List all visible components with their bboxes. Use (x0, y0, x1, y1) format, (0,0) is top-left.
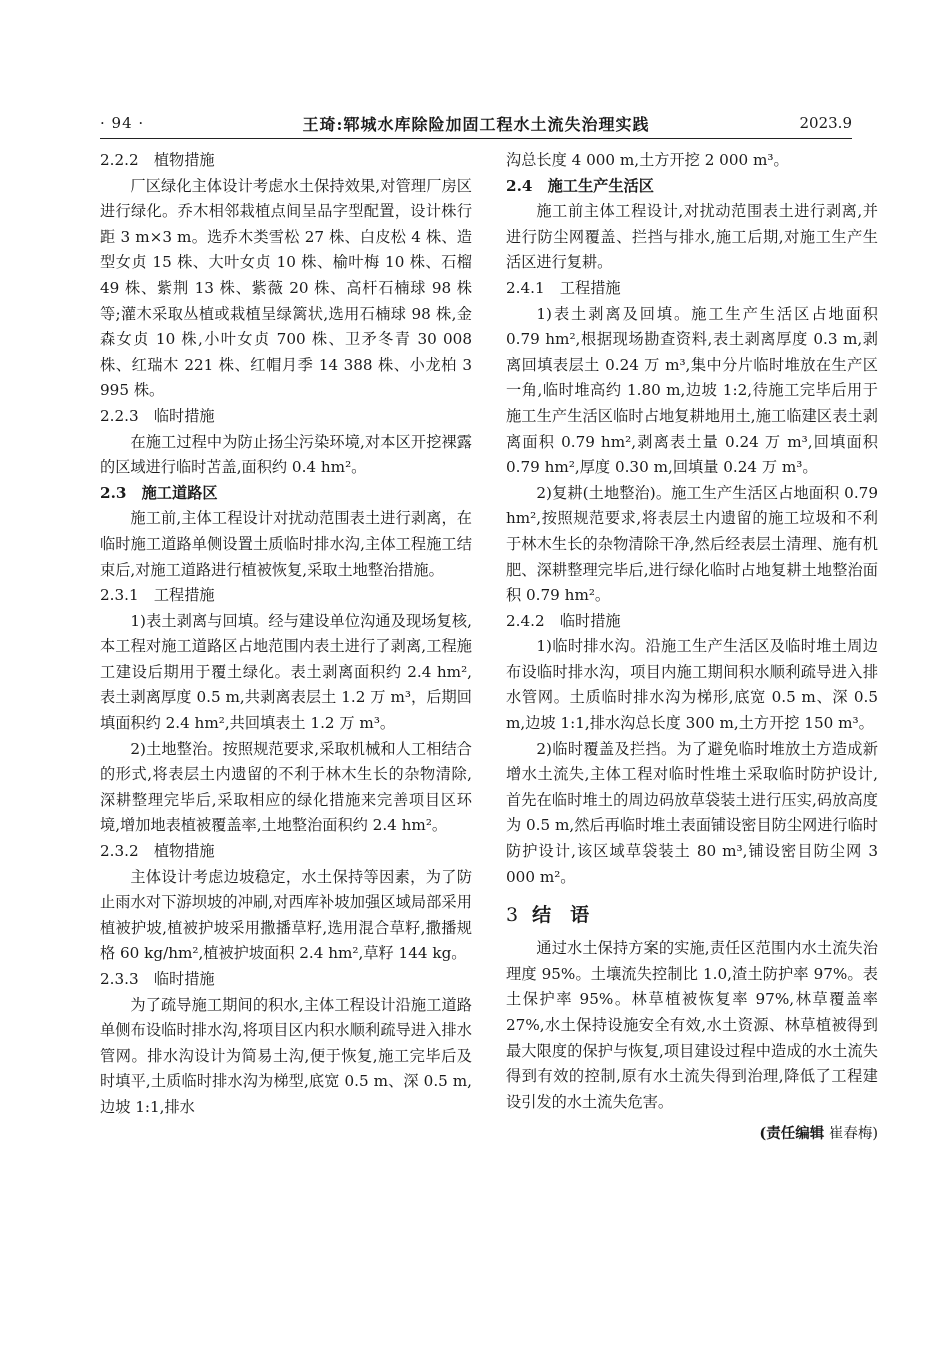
paragraph: 施工前主体工程设计,对扰动范围表土进行剥离,并进行防尘网覆盖、拦挡与排水,施工后期,对施工生产生活区进行复耕。 (506, 202, 878, 272)
subsubsection-heading: 2.4.2 临时措施 (506, 611, 621, 630)
editor-label: (责任编辑 (759, 1125, 825, 1143)
paragraph: 通过水土保持方案的实施,责任区范围内水土流失治理度 95%。土壤流失控制比 1.0,渣土防护率 97%。表土保护率 95%。林草植被恢复率 97%,林草覆盖率 27%,水土保持设施安全有效,水土资源、林草植被得到最大限度的保护与恢复,项目建设过程中造成的水土流失得到有效的控制,原有水土流失得到治理,降低了工程建设引发的水土流失危害。 (506, 939, 878, 1111)
paragraph: 2)土地整治。按照规范要求,采取机械和人工相结合的形式,将表层土内遗留的不利于林木生长的杂物清除,深耕整理完毕后,采取相应的绿化措施来完善项目区环境,增加地表植被覆盖率,土地整治面积约 2.4 hm²。 (100, 739, 472, 835)
subsection-heading: 2.4 施工生产生活区 (506, 176, 654, 195)
subsubsection-heading: 2.2.3 临时措施 (100, 406, 215, 425)
section-title: 结 语 (532, 904, 590, 927)
paragraph: 2)临时覆盖及拦挡。为了避免临时堆放土方造成新增水土流失,主体工程对临时性堆土采取临时防护设计,首先在临时堆土的周边码放草袋装土进行压实,码放高度为 0.5 m,然后再临时堆土表面铺设密目防尘网进行临时防护设计,该区域草袋装土 80 m³,铺设密目防尘网 3 000 m²。 (506, 739, 878, 886)
subsubsection-heading: 2.3.3 临时措施 (100, 970, 215, 988)
left-column (100, 148, 472, 1121)
paragraph: 1)临时排水沟。沿施工生产生活区及临时堆土周边布设临时排水沟，项目内施工期间积水顺利疏导进入排水管网。土质临时排水沟为梯形,底宽 0.5 m、深 0.5 m,边坡 1:1,排水沟总长度 300 m,土方开挖 150 m³。 (506, 637, 878, 733)
paragraph: 沟总长度 4 000 m,土方开挖 2 000 m³。 (506, 151, 789, 169)
paragraph: 为了疏导施工期间的积水,主体工程设计沿施工道路单侧布设临时排水沟,将项目区内积水顺利疏导进入排水管网。排水沟设计为简易土沟,便于恢复,施工完毕后及时填平,土质临时排水沟为梯型,底宽 0.5 m、深 0.5 m,边坡 1:1,排水 (100, 995, 472, 1116)
section-heading (506, 902, 878, 928)
section-number: 3 (506, 904, 519, 927)
subsubsection-heading: 2.3.1 工程措施 (100, 586, 215, 605)
subsubsection-heading: 2.3.2 植物措施 (100, 842, 215, 861)
paragraph: 施工前,主体工程设计对扰动范围表土进行剥离，在临时施工道路单侧设置土质临时排水沟,主体工程施工结束后,对施工道路进行植被恢复,采取土地整治措施。 (100, 509, 472, 579)
paragraph: 厂区绿化主体设计考虑水土保持效果,对管理厂房区进行绿化。乔木相邻栽植点间呈品字型配置，设计株行距 3 m×3 m。选乔木类雪松 27 株、白皮松 4 株、造型女贞 15 株、大叶女贞 10 株、榆叶梅 10 株、石榴 49 株、紫荆 13 株、紫薇 20 株、高杆石楠球 98 株等;灌木采取丛植或栽植呈绿篱状,选用石楠球 98 株,金森女贞 10 株,小叶女贞 700 株、卫矛冬青 30 008 株、红瑞木 221 株、红帽月季 14 388 株、小龙柏 3 995 株。 (100, 176, 472, 400)
running-title: 王琦:郓城水库除险加固工程水土流失治理实践 (302, 115, 650, 134)
running-header (100, 108, 852, 139)
page-number: · 94 · (100, 114, 145, 132)
editor-name: 崔春梅) (828, 1126, 878, 1143)
right-column (506, 148, 878, 1148)
paragraph: 1)表土剥离及回填。施工生产生活区占地面积 0.79 hm²,根据现场勘查资料,表土剥离厚度 0.3 m,剥离回填表层土 0.24 万 m³,集中分片临时堆放在生产区一角,临时堆高约 1.80 m,边坡 1:2,待施工完毕后用于施工生产生活区临时占地复耕地用土,施工临建区表土剥离面积 0.79 hm²,剥离表土量 0.24 万 m³,回填面积 0.79 hm²,厚度 0.30 m,回填量 0.24 万 m³。 (506, 304, 878, 477)
paragraph: 1)表土剥离与回填。经与建设单位沟通及现场复核,本工程对施工道路区占地范围内表土进行了剥离,工程施工建设后期用于覆土绿化。表土剥离面积约 2.4 hm²,表土剥离厚度 0.5 m,共剥离表层土 1.2 万 m³，后期回填面积约 2.4 hm²,共回填表土 1.2 万 m³。 (100, 611, 472, 733)
paragraph: 主体设计考虑边坡稳定，水土保持等因素，为了防止雨水对下游坝坡的冲刷,对西库补坡加强区域局部采用植被护坡,植被护坡采用撒播草籽,选用混合草籽,撒播规格 60 kg/hm²,植被护坡面积 2.4 hm²,草籽 144 kg。 (100, 867, 472, 963)
editor-credit (506, 1121, 878, 1148)
paragraph: 2)复耕(土地整治)。施工生产生活区占地面积 0.79 hm²,按照规范要求,将表层土内遗留的施工垃圾和不利于林木生长的杂物清除干净,然后经表层土清理、施有机肥、深耕整理完毕后,进行绿化临时占地复耕土地整治面积 0.79 hm²。 (506, 483, 878, 605)
subsubsection-heading: 2.4.1 工程措施 (506, 278, 621, 297)
issue-date: 2023.9 (799, 114, 852, 132)
paragraph: 在施工过程中为防止扬尘污染环境,对本区开挖裸露的区域进行临时苫盖,面积约 0.4 hm²。 (100, 432, 472, 477)
subsection-heading: 2.3 施工道路区 (100, 483, 218, 502)
subsubsection-heading: 2.2.2 植物措施 (100, 151, 215, 169)
